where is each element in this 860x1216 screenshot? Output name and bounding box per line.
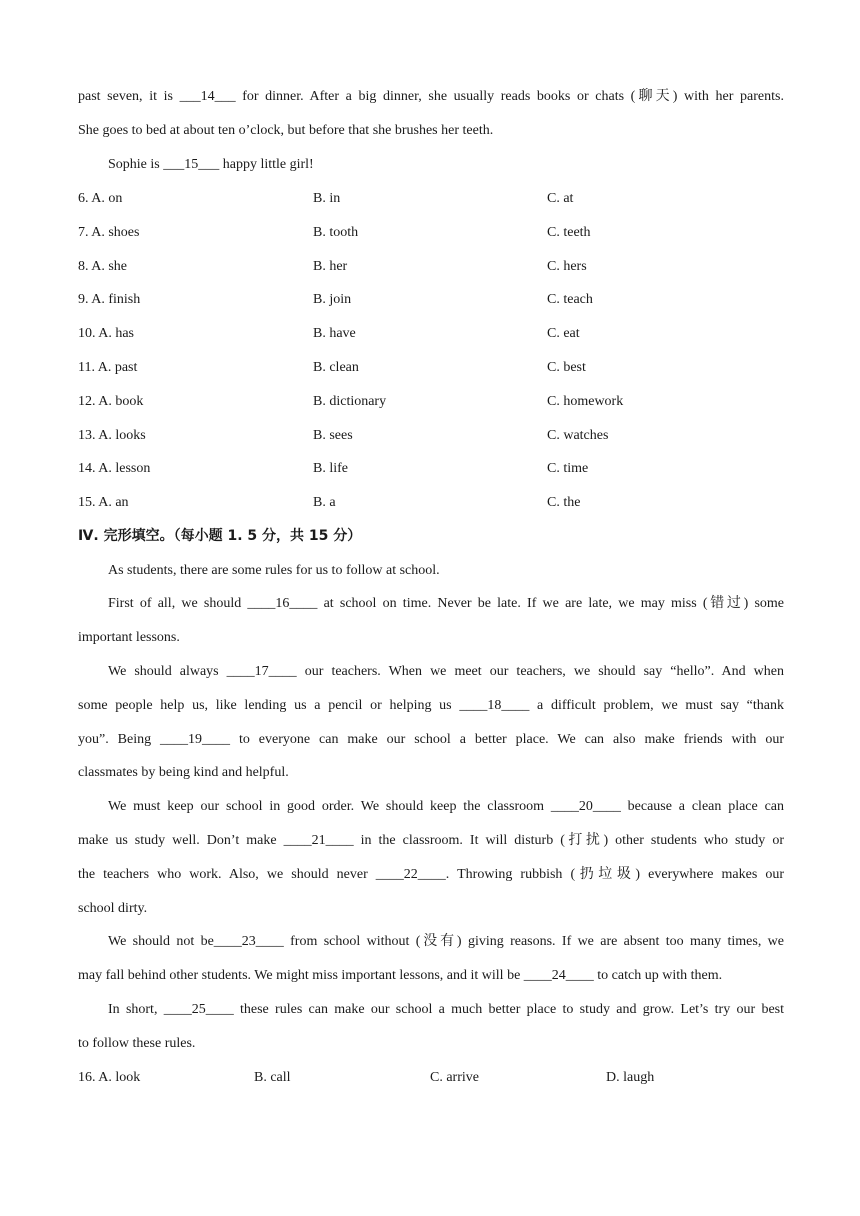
passage1-line2: She goes to bed at about ten o’clock, but before that she brushes her teeth.	[78, 123, 494, 138]
q9-option-a: 9. A. finish	[78, 292, 141, 307]
q12-option-b: B. dictionary	[313, 394, 387, 409]
q13-option-c: C. watches	[547, 428, 609, 443]
q15-option-a: 15. A. an	[78, 495, 129, 510]
passage2-line: to follow these rules.	[78, 1036, 196, 1051]
q15-option-b: B. a	[313, 495, 336, 510]
passage2-line: school dirty.	[78, 901, 148, 916]
q16-option-c: C. arrive	[430, 1070, 479, 1085]
q14-option-b: B. life	[313, 461, 348, 476]
q10-option-b: B. have	[313, 326, 356, 341]
q12-option-a: 12. A. book	[78, 394, 144, 409]
q8-option-a: 8. A. she	[78, 259, 127, 274]
passage2-line: We must keep our school in good order. We should keep the classroom ____20____ because a clean place can	[108, 799, 784, 814]
q13-option-b: B. sees	[313, 428, 353, 443]
q10-option-a: 10. A. has	[78, 326, 134, 341]
passage2-line: important lessons.	[78, 630, 180, 645]
q6-option-c: C. at	[547, 191, 574, 206]
q12-option-c: C. homework	[547, 394, 624, 409]
q8-option-b: B. her	[313, 259, 348, 274]
passage2-line: the teachers who work. Also, we should never ____22____. Throwing rubbish (扔垃圾) everywhere makes our	[78, 867, 784, 882]
q14-option-c: C. time	[547, 461, 589, 476]
q16-option-a: 16. A. look	[78, 1070, 141, 1085]
q15-option-c: C. the	[547, 495, 581, 510]
passage2-line: We should not be____23____ from school without (没有) giving reasons. If we are absent too many times, we	[108, 934, 784, 949]
q11-option-b: B. clean	[313, 360, 359, 375]
q11-option-a: 11. A. past	[78, 360, 138, 375]
q9-option-c: C. teach	[547, 292, 593, 307]
passage2-line: make us study well. Don’t make ____21____ in the classroom. It will disturb (打扰) other students who study or	[78, 833, 784, 848]
passage1-line3: Sophie is ___15___ happy little girl!	[108, 157, 314, 172]
passage1-line1: past seven, it is ___14___ for dinner. After a big dinner, she usually reads books or chats (聊天) with her parents.	[78, 89, 784, 104]
q14-option-a: 14. A. lesson	[78, 461, 151, 476]
passage2-line: may fall behind other students. We might miss important lessons, and it will be ____24____ to catch up with them.	[78, 968, 723, 983]
passage2-line: some people help us, like lending us a pencil or helping us ____18____ a difficult problem, we must say “thank	[78, 698, 784, 713]
passage2-line: you”. Being ____19____ to everyone can make our school a better place. We can also make friends with our	[78, 732, 784, 747]
q11-option-c: C. best	[547, 360, 586, 375]
section-heading: Ⅳ. 完形填空。（每小题 1. 5 分，共 15 分）	[78, 528, 362, 544]
q10-option-c: C. eat	[547, 326, 580, 341]
q7-option-b: B. tooth	[313, 225, 359, 240]
q16-option-b: B. call	[254, 1070, 291, 1085]
passage2-line: We should always ____17____ our teachers. When we meet our teachers, we should say “hello”. And when	[108, 664, 784, 679]
q6-option-b: B. in	[313, 191, 341, 206]
q16-option-d: D. laugh	[606, 1070, 655, 1085]
q7-option-c: C. teeth	[547, 225, 591, 240]
passage2-line: In short, ____25____ these rules can make our school a much better place to study and grow. Let’s try our best	[108, 1002, 784, 1017]
q6-option-a: 6. A. on	[78, 191, 123, 206]
q8-option-c: C. hers	[547, 259, 587, 274]
q9-option-b: B. join	[313, 292, 352, 307]
passage2-line: As students, there are some rules for us to follow at school.	[108, 563, 440, 578]
passage2-line: classmates by being kind and helpful.	[78, 765, 289, 780]
q7-option-a: 7. A. shoes	[78, 225, 140, 240]
q13-option-a: 13. A. looks	[78, 428, 146, 443]
passage2-line: First of all, we should ____16____ at school on time. Never be late. If we are late, we may miss (错过) some	[108, 596, 784, 611]
